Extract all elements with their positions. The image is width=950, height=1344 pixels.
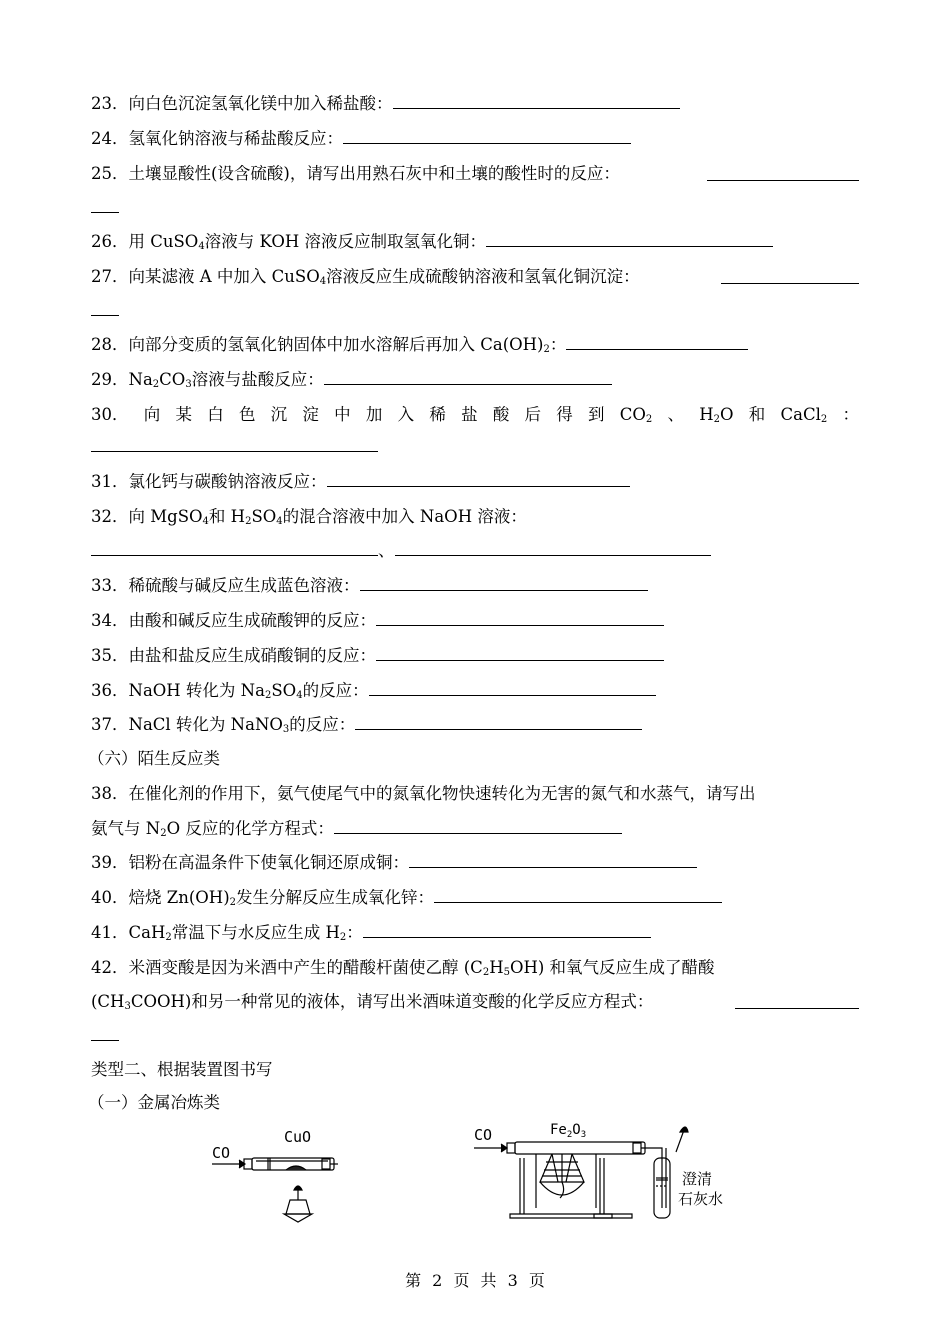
answer-blank[interactable] (395, 540, 711, 556)
question-char: 入 (397, 405, 415, 424)
question-text: 的反应： (289, 715, 356, 734)
question-36 (91, 680, 859, 702)
question-32-answers (91, 540, 859, 562)
question-38 (91, 783, 859, 805)
question-text: 向 MgSO (128, 507, 203, 526)
subscript: 2 (339, 932, 347, 943)
question-text: O 反应的化学方程式： (166, 819, 334, 838)
answer-blank[interactable] (324, 369, 612, 385)
question-number: 31． (91, 472, 129, 491)
subscript: 5 (503, 967, 510, 978)
question-number: 23． (91, 94, 129, 113)
question-char: 淀 (302, 405, 319, 424)
question-text: 焙烧 Zn(OH) (128, 888, 230, 907)
question-text: 的反应： (302, 681, 369, 700)
answer-blank-continued[interactable] (91, 197, 859, 219)
question-24 (91, 128, 859, 150)
limewater-label-line2: 石灰水 (678, 1190, 724, 1208)
question-char: 色 (238, 405, 256, 424)
question-42 (91, 957, 859, 979)
question-number: 29． (91, 370, 129, 389)
answer-blank[interactable] (707, 163, 859, 181)
answer-blank[interactable] (91, 540, 378, 556)
question-text: COOH)和另一种常见的液体，请写出米酒味道变酸的化学反应方程式： (130, 992, 654, 1011)
stopper (507, 1143, 515, 1153)
question-37 (91, 714, 859, 736)
question-32 (91, 506, 859, 528)
answer-blank[interactable] (486, 231, 773, 247)
question-text: 氢氧化钠溶液与稀盐酸反应： (128, 129, 343, 148)
subscript: 4 (276, 516, 283, 527)
question-number: 34． (91, 611, 129, 630)
alcohol-lamp-icon (286, 1200, 310, 1214)
section-heading: （六）陌生反应类 (88, 749, 220, 768)
formula-cacl2: CaCl$_2$ (780, 405, 828, 425)
question-text: 的混合溶液中加入 NaOH 溶液： (282, 507, 527, 526)
reagent-label: CuO (284, 1128, 312, 1146)
question-text: 常温下与水反应生成 H (171, 923, 340, 942)
question-text: 溶液反应生成硫酸钠溶液和氢氧化铜沉淀： (326, 267, 640, 286)
exhaust-tube (676, 1130, 684, 1152)
answer-blank[interactable] (393, 93, 680, 109)
formula-co2: $CO_2$ (619, 405, 653, 425)
colon: ： (842, 405, 859, 424)
question-text: CaH (128, 923, 166, 942)
question-text: 发生分解反应生成氧化锌： (236, 888, 435, 907)
question-number: 25． (91, 164, 129, 183)
question-text: 氯化钙与碳酸钠溶液反应： (128, 472, 327, 491)
iron-stand-base (594, 1214, 632, 1218)
apparatus-fe2o3-figure (470, 1118, 745, 1228)
question-text: NaCl 转化为 NaNO (128, 715, 283, 734)
question-34 (91, 610, 859, 632)
question-char: 白 (207, 405, 224, 424)
subscript: 2 (264, 690, 272, 701)
gas-label: CO (212, 1144, 231, 1162)
question-29 (91, 369, 859, 391)
question-33 (91, 575, 859, 597)
answer-blank-continued[interactable] (91, 1025, 859, 1047)
question-28 (91, 334, 859, 356)
question-text: OH) 和氧气反应生成了醋酸 (509, 958, 715, 977)
answer-blank[interactable] (434, 887, 722, 903)
question-char: 后 (524, 405, 542, 424)
answer-blank[interactable] (369, 680, 656, 696)
apparatus-cuo-figure (210, 1122, 350, 1226)
question-text: 向部分变质的氢氧化钠固体中加水溶解后再加入 Ca(OH) (128, 335, 544, 354)
question-text: 土壤显酸性(设含硫酸)，请写出用熟石灰中和土壤的酸性时的反应： (128, 164, 620, 183)
answer-blank-continued[interactable] (91, 300, 859, 322)
question-42-line2 (91, 991, 859, 1013)
question-text: 和 H (208, 507, 246, 526)
question-text: 由盐和盐反应生成硝酸铜的反应： (128, 646, 376, 665)
question-number: 33． (91, 576, 129, 595)
question-number: 41． (91, 923, 129, 942)
answer-blank[interactable] (721, 266, 859, 284)
question-30 (91, 404, 859, 426)
question-31 (91, 471, 859, 493)
subscript: 2 (229, 897, 237, 908)
question-35 (91, 645, 859, 667)
section-heading: （一）金属冶炼类 (88, 1093, 220, 1112)
question-char: 稀 (429, 405, 446, 424)
question-23 (91, 93, 859, 115)
subscript: 3 (185, 379, 192, 390)
gas-label: CO (474, 1126, 493, 1144)
question-text: 溶液与盐酸反应： (191, 370, 324, 389)
stopper (633, 1143, 641, 1153)
question-number: 27． (91, 267, 129, 286)
flame-icon (680, 1127, 688, 1132)
question-text: Na (128, 370, 153, 389)
svg-text:Fe2O3: $Fe_2O_3$ (550, 1122, 587, 1140)
answer-blank[interactable] (735, 991, 859, 1009)
question-number: 40． (91, 888, 129, 907)
subscript: 3 (124, 1001, 131, 1012)
subscript: 2 (482, 967, 490, 978)
question-39 (91, 852, 859, 874)
subscript: 2 (152, 379, 160, 390)
limewater-label-line1: 澄清 (682, 1170, 713, 1188)
question-text: 向白色沉淀氢氧化镁中加入稀盐酸： (128, 94, 393, 113)
subscript: 4 (202, 516, 209, 527)
question-25 (91, 163, 859, 185)
question-char: 得 (556, 405, 573, 424)
question-26 (91, 231, 859, 253)
question-text: ： (346, 923, 363, 942)
subscript: 4 (296, 690, 303, 701)
subscript: 2 (543, 344, 550, 355)
question-number: 38． (91, 784, 129, 803)
question-number: 24． (91, 129, 129, 148)
subscript: 2 (245, 516, 252, 527)
answer-blank[interactable] (343, 128, 631, 144)
question-char: 和 (748, 405, 766, 424)
question-text: 由酸和碱反应生成硫酸钾的反应： (128, 611, 376, 630)
cuo-powder (286, 1166, 306, 1170)
separator: 、 (667, 405, 685, 424)
answer-blank[interactable] (327, 471, 630, 487)
alcohol-lamp-icon (540, 1182, 584, 1195)
answer-blank[interactable] (376, 610, 664, 626)
question-text: 溶液与 KOH 溶液反应制取氢氧化铜： (204, 232, 486, 251)
answer-blank[interactable] (376, 645, 664, 661)
question-char: 加 (365, 405, 383, 424)
answer-blank[interactable] (409, 852, 697, 868)
answer-blank[interactable] (566, 334, 748, 350)
question-number: 35． (91, 646, 129, 665)
question-char: 盐 (461, 405, 478, 424)
question-char: 沉 (270, 405, 288, 424)
question-char: 到 (588, 405, 605, 424)
question-char: 向 (143, 405, 161, 424)
question-char: 中 (334, 405, 351, 424)
question-text: 向某滤液 A 中加入 CuSO (128, 267, 320, 286)
formula-h2o: $H_2O$ (699, 405, 734, 425)
question-text: 米酒变酸是因为米酒中产生的醋酸杆菌使乙醇 (C (128, 958, 483, 977)
question-text: ： (549, 335, 567, 354)
question-number: 26． (91, 232, 129, 251)
answer-blank[interactable] (334, 818, 622, 834)
question-text: H (489, 958, 504, 977)
answer-blank[interactable] (363, 922, 651, 938)
question-text: 稀硫酸与碱反应生成蓝色溶液： (128, 576, 360, 595)
question-40 (91, 887, 859, 909)
question-text: (CH (91, 992, 125, 1011)
subscript: 4 (319, 276, 327, 287)
iron-stand (520, 1158, 524, 1214)
question-text: NaOH 转化为 Na (128, 681, 265, 700)
type-heading: 类型二、根据装置图书写 (91, 1060, 273, 1079)
question-text: SO (251, 507, 277, 526)
subscript: 4 (198, 241, 205, 252)
question-char: 某 (175, 405, 192, 424)
question-number: 28． (91, 335, 129, 354)
question-38-line2 (91, 818, 859, 840)
question-number: 32． (91, 507, 129, 526)
question-number: 36． (91, 681, 129, 700)
reagent-label (550, 1122, 586, 1140)
question-text: 铝粉在高温条件下使氧化铜还原成铜： (128, 853, 409, 872)
answer-blank[interactable] (355, 714, 642, 730)
subscript: 2 (165, 932, 172, 943)
question-char: 酸 (492, 405, 510, 424)
question-text: 在催化剂的作用下，氨气使尾气中的氮氧化物快速转化为无害的氮气和水蒸气，请写出 (128, 784, 756, 803)
question-text: 用 CuSO (128, 232, 199, 251)
subscript: 3 (282, 724, 290, 735)
question-text: 氨气与 N (91, 819, 161, 838)
question-number: 37． (91, 715, 129, 734)
subscript: 2 (160, 828, 167, 839)
question-number: 39． (91, 853, 129, 872)
separator: 、 (378, 541, 395, 560)
question-number: 42． (91, 958, 129, 977)
arrow-head-icon (501, 1144, 507, 1152)
question-41 (91, 922, 859, 944)
question-27 (91, 266, 859, 288)
answer-blank-continued[interactable] (91, 436, 859, 458)
answer-blank[interactable] (360, 575, 648, 591)
flame-icon (294, 1186, 302, 1190)
question-text: CO (159, 370, 186, 389)
question-number: 30． (91, 405, 129, 424)
glass-tube (515, 1142, 645, 1154)
question-text: SO (271, 681, 297, 700)
page-footer: 第 2 页 共 3 页 (405, 1271, 545, 1290)
